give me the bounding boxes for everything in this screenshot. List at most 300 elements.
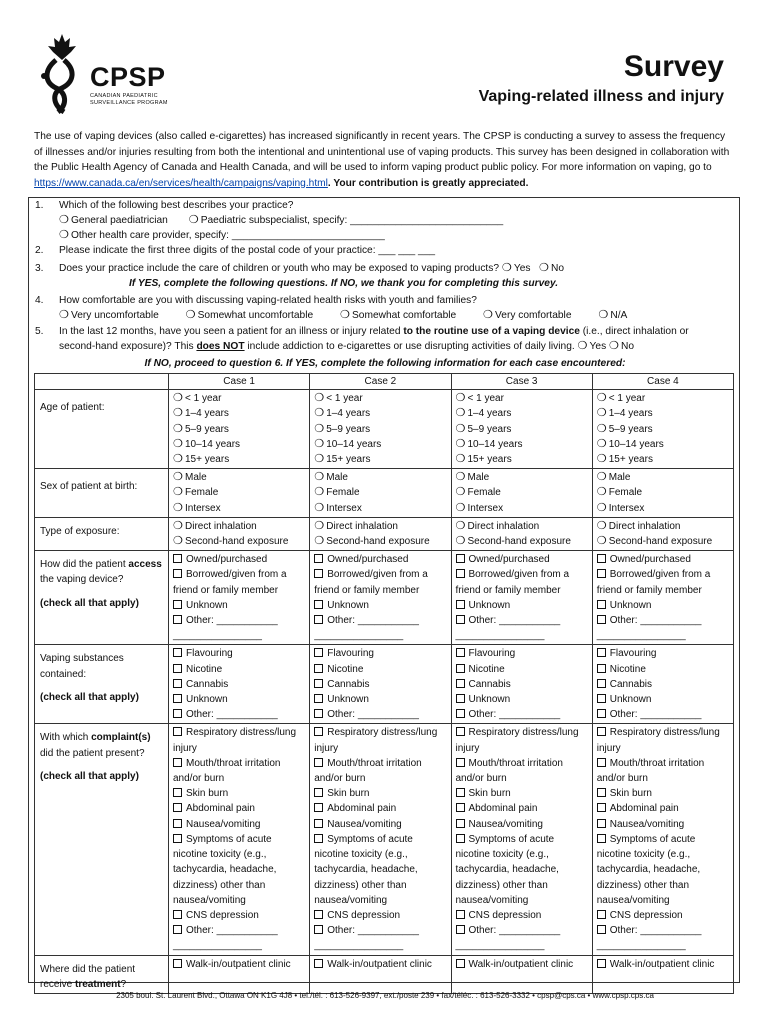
- case-3-cell: [451, 645, 592, 724]
- option-label: 1–4 years: [185, 408, 229, 420]
- checkbox-option[interactable]: [314, 957, 446, 972]
- q4-number: 4.: [35, 295, 44, 306]
- radio-circle-icon: ❍: [596, 535, 607, 548]
- checkbox-option[interactable]: [314, 692, 446, 707]
- option-label: Skin burn: [327, 788, 370, 800]
- radio-circle-icon: ❍: [314, 535, 325, 548]
- case-2-cell: [310, 390, 451, 469]
- radio-circle-icon: ❍: [596, 471, 607, 484]
- radio-option[interactable]: [173, 534, 305, 549]
- radio-circle-icon: ❍: [455, 437, 466, 450]
- checkbox-option[interactable]: [314, 677, 446, 692]
- option-label: Male: [608, 472, 631, 484]
- checkbox-option[interactable]: [314, 725, 446, 755]
- q4-opt-label: Somewhat uncomfortable: [197, 310, 314, 321]
- row-label-note: (check all that apply): [40, 691, 139, 703]
- checkbox-square-icon: [597, 959, 606, 968]
- option-label: Owned/purchased: [186, 554, 268, 566]
- row-label-part: ?: [120, 978, 127, 990]
- checkbox-square-icon: [597, 709, 606, 718]
- option-label: Unknown: [468, 599, 511, 611]
- checkbox-square-icon: [597, 758, 606, 767]
- checkbox-option[interactable]: [173, 692, 305, 707]
- q1-options-row1: [59, 213, 521, 228]
- radio-circle-icon: ❍: [173, 422, 183, 435]
- checkbox-option[interactable]: [597, 957, 729, 972]
- checkbox-option[interactable]: [456, 692, 588, 707]
- radio-option[interactable]: [597, 406, 729, 421]
- checkbox-option[interactable]: [597, 707, 729, 722]
- logo-subtitle: [90, 93, 168, 107]
- checkbox-option[interactable]: [597, 725, 729, 755]
- checkbox-option[interactable]: [173, 832, 305, 908]
- option-label: Cannabis: [609, 678, 653, 690]
- radio-circle-icon: ❍: [340, 309, 350, 321]
- option-label: Skin burn: [186, 788, 229, 800]
- q1-option-other[interactable]: [59, 228, 385, 243]
- row-label-part: treatment: [75, 978, 121, 990]
- radio-option[interactable]: [314, 422, 446, 437]
- checkbox-square-icon: [597, 694, 606, 703]
- q5-no-option[interactable]: [609, 341, 634, 352]
- checkbox-option[interactable]: [597, 552, 729, 567]
- radio-option[interactable]: [456, 485, 588, 500]
- checkbox-option[interactable]: [597, 662, 729, 677]
- checkbox-option[interactable]: [173, 677, 305, 692]
- radio-circle-icon: ❍: [173, 453, 183, 466]
- option-label: Female: [467, 487, 501, 499]
- option-label: Other: ___________: [186, 925, 278, 937]
- checkbox-option[interactable]: [173, 786, 305, 801]
- checkbox-square-icon: [314, 709, 323, 718]
- checkbox-square-icon: [314, 615, 323, 624]
- radio-option[interactable]: [597, 437, 729, 452]
- case-header: Case 4: [592, 374, 733, 390]
- checkbox-square-icon: [597, 648, 606, 657]
- radio-option[interactable]: [597, 501, 729, 516]
- radio-circle-icon: ❍: [314, 392, 325, 405]
- radio-option[interactable]: [173, 519, 305, 534]
- checkbox-option[interactable]: [314, 552, 446, 567]
- radio-option[interactable]: [314, 437, 446, 452]
- option-label: Nicotine: [327, 663, 364, 675]
- checkbox-option[interactable]: [597, 923, 729, 938]
- cases-body: [35, 390, 734, 994]
- cases-header-row: [35, 374, 734, 390]
- q5-note: If NO, proceed to question 6. If YES, complete the following information for each case encountered:: [144, 358, 626, 369]
- radio-option[interactable]: [456, 391, 588, 406]
- checkbox-square-icon: [173, 834, 182, 843]
- radio-option[interactable]: [173, 422, 305, 437]
- q4-opt-label: Very comfortable: [495, 310, 572, 321]
- checkbox-option[interactable]: [314, 598, 446, 613]
- other-specify-line[interactable]: ________________: [596, 940, 686, 952]
- q4-option-somewhat-comfortable[interactable]: [340, 310, 456, 321]
- q3-no-option[interactable]: [539, 263, 564, 274]
- checkbox-option[interactable]: [456, 756, 588, 786]
- option-label: 10–14 years: [608, 438, 664, 450]
- checkbox-option[interactable]: [173, 598, 305, 613]
- radio-circle-icon: ❍: [314, 407, 325, 420]
- radio-option[interactable]: [597, 534, 729, 549]
- questionnaire: [28, 197, 740, 990]
- checkbox-square-icon: [456, 910, 465, 919]
- q1-option-general[interactable]: [59, 215, 168, 226]
- checkbox-square-icon: [314, 554, 323, 563]
- option-label: Intersex: [185, 502, 221, 514]
- checkbox-option[interactable]: [456, 923, 588, 938]
- radio-option[interactable]: [173, 452, 305, 467]
- q5-text-c: (i.e., direct inhalation or: [579, 326, 689, 337]
- checkbox-option[interactable]: [173, 613, 305, 628]
- checkbox-square-icon: [597, 925, 606, 934]
- case-4-cell: [592, 517, 733, 550]
- radio-option[interactable]: [597, 519, 729, 534]
- checkbox-square-icon: [597, 615, 606, 624]
- option-label: Owned/purchased: [327, 554, 409, 566]
- row-label: [35, 645, 169, 724]
- checkbox-square-icon: [314, 910, 323, 919]
- radio-option[interactable]: [597, 452, 729, 467]
- checkbox-square-icon: [314, 648, 323, 657]
- checkbox-option[interactable]: [456, 662, 588, 677]
- case-2-cell: [310, 724, 451, 955]
- option-label: Direct inhalation: [326, 520, 398, 532]
- radio-option[interactable]: [597, 422, 729, 437]
- radio-circle-icon: ❍: [596, 453, 607, 466]
- checkbox-option[interactable]: [597, 677, 729, 692]
- radio-circle-icon: ❍: [314, 422, 325, 435]
- other-specify-line[interactable]: ________________: [173, 630, 262, 642]
- radio-circle-icon: ❍: [314, 437, 325, 450]
- checkbox-option[interactable]: [314, 613, 446, 628]
- vaping-info-link[interactable]: https://www.canada.ca/en/services/health/campaigns/vaping.html: [34, 177, 328, 189]
- checkbox-option[interactable]: [456, 707, 588, 722]
- option-label: 5–9 years: [326, 423, 371, 435]
- option-label: Second-hand exposure: [326, 536, 430, 548]
- radio-option[interactable]: [456, 519, 588, 534]
- option-label: < 1 year: [185, 393, 222, 405]
- radio-option[interactable]: [456, 534, 588, 549]
- radio-option[interactable]: [456, 422, 588, 437]
- row-label-part: did the patient present?: [40, 747, 145, 759]
- q3-text: Does your practice include the care of children or youth who may be exposed to vaping products?: [59, 263, 500, 274]
- checkbox-option[interactable]: [456, 613, 588, 628]
- other-specify-line[interactable]: ________________: [314, 630, 404, 642]
- row-label-part: the vaping device?: [40, 574, 124, 586]
- checkbox-option[interactable]: [456, 567, 588, 597]
- checkbox-option[interactable]: [597, 613, 729, 628]
- radio-circle-icon: ❍: [596, 437, 607, 450]
- radio-circle-icon: ❍: [455, 392, 466, 405]
- checkbox-option[interactable]: [314, 832, 446, 908]
- case-3-cell: [451, 724, 592, 955]
- q1-opt3-label: Other health care provider, specify: ___________________________: [71, 230, 385, 241]
- checkbox-square-icon: [597, 834, 606, 843]
- case-row: [35, 645, 734, 724]
- checkbox-option[interactable]: [456, 646, 588, 661]
- option-label: Symptoms of acute nicotine toxicity (e.g., tachycardia, headache, dizziness) other than nausea/vomiting: [173, 833, 277, 906]
- radio-option[interactable]: [314, 519, 446, 534]
- checkbox-square-icon: [456, 648, 465, 657]
- option-label: Flavouring: [327, 648, 374, 660]
- checkbox-option[interactable]: [456, 552, 588, 567]
- radio-option[interactable]: [173, 391, 305, 406]
- case-1-cell: [169, 551, 310, 645]
- option-label: Nausea/vomiting: [468, 818, 543, 830]
- radio-circle-icon: ❍: [455, 535, 466, 548]
- checkbox-option[interactable]: [456, 801, 588, 816]
- radio-circle-icon: ❍: [173, 535, 183, 548]
- checkbox-square-icon: [456, 727, 465, 736]
- radio-option[interactable]: [173, 470, 305, 485]
- q4-option-very-uncomfortable[interactable]: [59, 310, 159, 321]
- radio-option[interactable]: [173, 406, 305, 421]
- option-label: Unknown: [186, 599, 228, 611]
- case-4-cell: [592, 469, 733, 518]
- checkbox-option[interactable]: [314, 707, 446, 722]
- checkbox-option[interactable]: [314, 908, 446, 923]
- checkbox-option[interactable]: [456, 832, 588, 908]
- checkbox-option[interactable]: [314, 756, 446, 786]
- option-label: Other: ___________: [186, 615, 278, 627]
- checkbox-square-icon: [456, 694, 465, 703]
- checkbox-option[interactable]: [314, 786, 446, 801]
- case-2-cell: [310, 469, 451, 518]
- q4-option-na[interactable]: [598, 310, 627, 321]
- checkbox-option[interactable]: [456, 677, 588, 692]
- option-label: Intersex: [326, 502, 362, 514]
- radio-option[interactable]: [314, 534, 446, 549]
- option-label: Intersex: [608, 502, 645, 514]
- checkbox-option[interactable]: [597, 817, 729, 832]
- option-label: 10–14 years: [467, 438, 523, 450]
- case-row: [35, 390, 734, 469]
- checkbox-option[interactable]: [597, 567, 729, 597]
- q4-option-somewhat-uncomfortable[interactable]: [186, 310, 314, 321]
- checkbox-square-icon: [173, 709, 182, 718]
- radio-option[interactable]: [173, 501, 305, 516]
- option-label: Flavouring: [186, 648, 233, 660]
- checkbox-option[interactable]: [456, 908, 588, 923]
- option-label: Mouth/throat irritation and/or burn: [173, 757, 281, 785]
- q1-option-subspecialist[interactable]: [189, 215, 503, 226]
- q2-text: Please indicate the first three digits of the postal code of your practice: ___ ___ ___: [59, 245, 436, 256]
- checkbox-square-icon: [597, 788, 606, 797]
- radio-option[interactable]: [456, 501, 588, 516]
- checkbox-option[interactable]: [597, 692, 729, 707]
- option-label: Symptoms of acute nicotine toxicity (e.g., tachycardia, headache, dizziness) other than nausea/vomiting: [314, 833, 418, 906]
- option-label: Other: ___________: [327, 709, 419, 721]
- radio-option[interactable]: [314, 406, 446, 421]
- radio-circle-icon: ❍: [455, 501, 466, 514]
- radio-circle-icon: ❍: [596, 519, 607, 532]
- case-4-cell: [592, 724, 733, 955]
- row-label-text: Age of patient:: [40, 402, 105, 414]
- checkbox-option[interactable]: [314, 646, 446, 661]
- checkbox-square-icon: [456, 788, 465, 797]
- checkbox-option[interactable]: [314, 567, 446, 597]
- checkbox-square-icon: [173, 758, 182, 767]
- radio-option[interactable]: [314, 470, 446, 485]
- checkbox-square-icon: [597, 727, 606, 736]
- case-3-cell: [451, 469, 592, 518]
- option-label: Flavouring: [609, 648, 657, 660]
- row-label-part: Where did the patient receive: [40, 963, 136, 990]
- option-label: Walk-in/outpatient clinic: [186, 958, 291, 970]
- option-label: 1–4 years: [467, 408, 512, 420]
- option-label: Intersex: [467, 502, 504, 514]
- option-label: Nausea/vomiting: [327, 818, 402, 830]
- radio-option[interactable]: [456, 470, 588, 485]
- checkbox-square-icon: [456, 615, 465, 624]
- checkbox-option[interactable]: [456, 786, 588, 801]
- option-label: Nausea/vomiting: [609, 818, 685, 830]
- checkbox-option[interactable]: [173, 923, 305, 938]
- checkbox-square-icon: [456, 758, 465, 767]
- page-subtitle: Vaping-related illness and injury: [478, 88, 724, 105]
- checkbox-option[interactable]: [456, 817, 588, 832]
- radio-option[interactable]: [173, 437, 305, 452]
- option-label: Owned/purchased: [468, 554, 550, 566]
- checkbox-square-icon: [173, 569, 182, 578]
- option-label: Abdominal pain: [609, 803, 679, 815]
- option-label: Cannabis: [468, 678, 511, 690]
- checkbox-option[interactable]: [597, 646, 729, 661]
- logo-sub-line2: SURVEILLANCE PROGRAM: [90, 100, 168, 106]
- q5-yes-option[interactable]: [578, 341, 607, 352]
- case-3-cell: [451, 551, 592, 645]
- checkbox-square-icon: [314, 788, 323, 797]
- footer-contact: 2305 boul. St. Laurent Blvd., Ottawa ON K1G 4J8 • tel./tél. : 613-526-9397, ext./poste 239 • fax/téléc. : 613-526-3332 • cpsp@cps.ca • www.cpsp.cps.ca: [116, 991, 654, 1000]
- question-3: [59, 261, 564, 276]
- option-label: CNS depression: [186, 909, 259, 921]
- radio-option[interactable]: [456, 452, 588, 467]
- radio-option[interactable]: [597, 391, 729, 406]
- option-label: Unknown: [609, 694, 652, 706]
- radio-option[interactable]: [597, 485, 729, 500]
- case-1-cell: [169, 517, 310, 550]
- checkbox-option[interactable]: [597, 786, 729, 801]
- option-label: 15+ years: [608, 454, 653, 466]
- checkbox-square-icon: [597, 803, 606, 812]
- checkbox-square-icon: [597, 679, 606, 688]
- checkbox-option[interactable]: [597, 908, 729, 923]
- checkbox-option[interactable]: [456, 725, 588, 755]
- checkbox-square-icon: [456, 664, 465, 673]
- checkbox-option[interactable]: [456, 957, 588, 972]
- checkbox-option[interactable]: [173, 552, 305, 567]
- option-label: Respiratory distress/lung injury: [173, 727, 297, 754]
- option-label: < 1 year: [467, 393, 504, 405]
- checkbox-option[interactable]: [173, 725, 305, 755]
- checkbox-option[interactable]: [597, 756, 729, 786]
- checkbox-square-icon: [456, 834, 465, 843]
- checkbox-option[interactable]: [314, 662, 446, 677]
- checkbox-option[interactable]: [173, 908, 305, 923]
- option-label: Second-hand exposure: [608, 536, 713, 548]
- checkbox-square-icon: [173, 925, 182, 934]
- option-label: Skin burn: [468, 788, 511, 800]
- checkbox-option[interactable]: [456, 598, 588, 613]
- corner-cell: [35, 374, 169, 390]
- q3-note: If YES, complete the following questions. If NO, we thank you for completing this survey.: [129, 278, 559, 289]
- radio-option[interactable]: [314, 485, 446, 500]
- checkbox-option[interactable]: [173, 801, 305, 816]
- case-4-cell: [592, 390, 733, 469]
- radio-circle-icon: ❍: [598, 309, 609, 321]
- checkbox-option[interactable]: [173, 646, 305, 661]
- checkbox-option[interactable]: [173, 707, 305, 722]
- option-label: Direct inhalation: [185, 520, 257, 532]
- option-label: Mouth/throat irritation and/or burn: [455, 757, 563, 785]
- case-2-cell: [310, 645, 451, 724]
- checkbox-option[interactable]: [314, 801, 446, 816]
- radio-option[interactable]: [314, 452, 446, 467]
- checkbox-option[interactable]: [314, 817, 446, 832]
- checkbox-option[interactable]: [597, 832, 729, 908]
- option-label: Other: ___________: [609, 925, 702, 937]
- option-label: Other: ___________: [186, 709, 278, 721]
- checkbox-option[interactable]: [314, 923, 446, 938]
- radio-circle-icon: ❍: [173, 437, 183, 450]
- option-label: Nicotine: [468, 663, 505, 675]
- option-label: Unknown: [468, 694, 511, 706]
- checkbox-square-icon: [597, 664, 606, 673]
- checkbox-option[interactable]: [173, 817, 305, 832]
- checkbox-option[interactable]: [173, 957, 305, 972]
- checkbox-option[interactable]: [173, 662, 305, 677]
- row-label: [35, 724, 169, 955]
- option-label: Male: [326, 472, 348, 484]
- case-4-cell: [592, 955, 733, 993]
- checkbox-option[interactable]: [597, 801, 729, 816]
- checkbox-square-icon: [173, 727, 182, 736]
- checkbox-square-icon: [173, 648, 182, 657]
- other-specify-line[interactable]: ________________: [314, 940, 404, 952]
- radio-option[interactable]: [173, 485, 305, 500]
- other-specify-line[interactable]: ________________: [455, 630, 545, 642]
- radio-option[interactable]: [456, 437, 588, 452]
- other-specify-line[interactable]: ________________: [596, 630, 686, 642]
- option-label: < 1 year: [608, 393, 646, 405]
- radio-circle-icon: ❍: [596, 422, 607, 435]
- radio-option[interactable]: [314, 391, 446, 406]
- other-specify-line[interactable]: ________________: [455, 940, 545, 952]
- radio-option[interactable]: [597, 470, 729, 485]
- option-label: Male: [185, 472, 207, 484]
- q4-option-very-comfortable[interactable]: [483, 310, 571, 321]
- radio-option[interactable]: [314, 501, 446, 516]
- case-1-cell: [169, 469, 310, 518]
- other-specify-line[interactable]: ________________: [173, 940, 262, 952]
- radio-circle-icon: ❍: [455, 471, 466, 484]
- option-label: Second-hand exposure: [185, 536, 289, 548]
- q3-yes-label: Yes: [513, 263, 531, 274]
- option-label: Unknown: [186, 694, 228, 706]
- q3-yes-option[interactable]: [502, 263, 531, 274]
- option-label: Walk-in/outpatient clinic: [327, 958, 432, 970]
- checkbox-option[interactable]: [597, 598, 729, 613]
- checkbox-option[interactable]: [173, 756, 305, 786]
- checkbox-square-icon: [173, 788, 182, 797]
- checkbox-square-icon: [314, 727, 323, 736]
- case-3-cell: [451, 517, 592, 550]
- radio-circle-icon: ❍: [185, 309, 196, 321]
- checkbox-option[interactable]: [173, 567, 305, 597]
- radio-option[interactable]: [456, 406, 588, 421]
- option-label: 1–4 years: [608, 408, 653, 420]
